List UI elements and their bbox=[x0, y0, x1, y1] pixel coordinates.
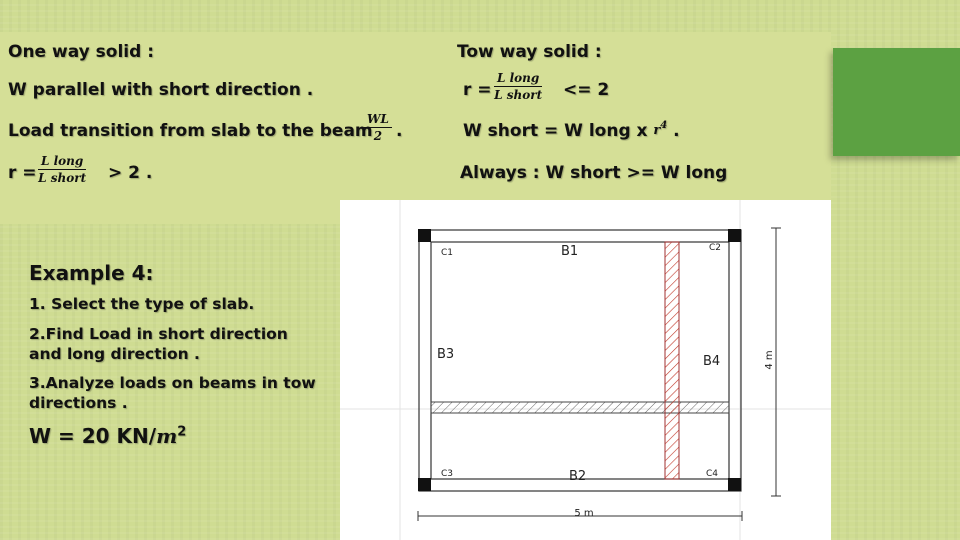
w-short-var: r bbox=[653, 123, 661, 138]
beam-outer-edge bbox=[419, 230, 741, 491]
label-c1: C1 bbox=[441, 248, 454, 258]
column-c1 bbox=[418, 229, 431, 242]
slab-plan-drawing bbox=[340, 200, 831, 540]
column-c2 bbox=[728, 229, 741, 242]
long-direction-strip bbox=[431, 402, 729, 413]
label-b2: B2 bbox=[569, 469, 587, 484]
two-way-heading: Tow way solid : bbox=[457, 42, 602, 62]
example-title: Example 4: bbox=[29, 261, 154, 285]
example-load bbox=[29, 424, 186, 448]
label-c4: C4 bbox=[706, 469, 719, 479]
short-direction-strip bbox=[665, 242, 679, 479]
w-short-power bbox=[653, 120, 668, 138]
example-item-2: 2.Find Load in short direction and long direction . bbox=[29, 325, 288, 363]
two-way-r-fraction bbox=[494, 71, 542, 102]
vertical-dimension-label: 4 m bbox=[764, 350, 775, 370]
two-way-r-denominator: L short bbox=[494, 88, 543, 102]
one-way-r-denominator: L short bbox=[38, 171, 87, 185]
load-unit: m bbox=[156, 424, 178, 448]
column-c3 bbox=[418, 478, 431, 491]
label-c3: C3 bbox=[441, 469, 454, 479]
column-c4 bbox=[728, 478, 741, 491]
example-item-3: 3.Analyze loads on beams in tow directions . bbox=[29, 374, 316, 412]
w-short-exp: 4 bbox=[660, 120, 668, 131]
w-short-text: W short = W long x bbox=[463, 121, 648, 141]
slab-plan-svg bbox=[340, 200, 831, 540]
one-way-heading: One way solid : bbox=[8, 42, 154, 62]
example-item-1: 1. Select the type of slab. bbox=[29, 295, 255, 313]
two-way-r-numerator: L long bbox=[494, 71, 542, 87]
w-short-end: . bbox=[673, 121, 680, 141]
load-fraction-numerator: WL bbox=[364, 112, 392, 128]
green-accent-block bbox=[833, 48, 960, 156]
label-b4: B4 bbox=[703, 354, 721, 369]
two-way-r-label: r = bbox=[463, 80, 492, 100]
one-way-line1: W parallel with short direction . bbox=[8, 80, 314, 100]
horizontal-dimension-label: 5 m bbox=[574, 508, 594, 519]
one-way-r-label: r = bbox=[8, 163, 37, 183]
w-short-formula bbox=[463, 121, 680, 141]
one-way-r-fraction bbox=[38, 154, 86, 185]
load-text: W = 20 KN/ bbox=[29, 424, 157, 448]
label-b3: B3 bbox=[437, 347, 455, 362]
two-way-r-condition: <= 2 bbox=[563, 80, 610, 100]
label-c2: C2 bbox=[709, 243, 722, 253]
one-way-r-condition: > 2 . bbox=[108, 163, 153, 183]
label-b1: B1 bbox=[561, 244, 579, 259]
one-way-line2: Load transition from slab to the beam bbox=[8, 121, 373, 141]
one-way-r-numerator: L long bbox=[38, 154, 86, 170]
always-rule: Always : W short >= W long bbox=[460, 163, 728, 183]
one-way-line2-end: . bbox=[396, 121, 403, 141]
load-exponent: 2 bbox=[177, 424, 187, 440]
beam-inner-edge bbox=[431, 242, 729, 479]
definitions-panel-extension bbox=[0, 200, 340, 224]
load-fraction bbox=[364, 112, 392, 143]
load-fraction-denominator: 2 bbox=[373, 129, 383, 143]
